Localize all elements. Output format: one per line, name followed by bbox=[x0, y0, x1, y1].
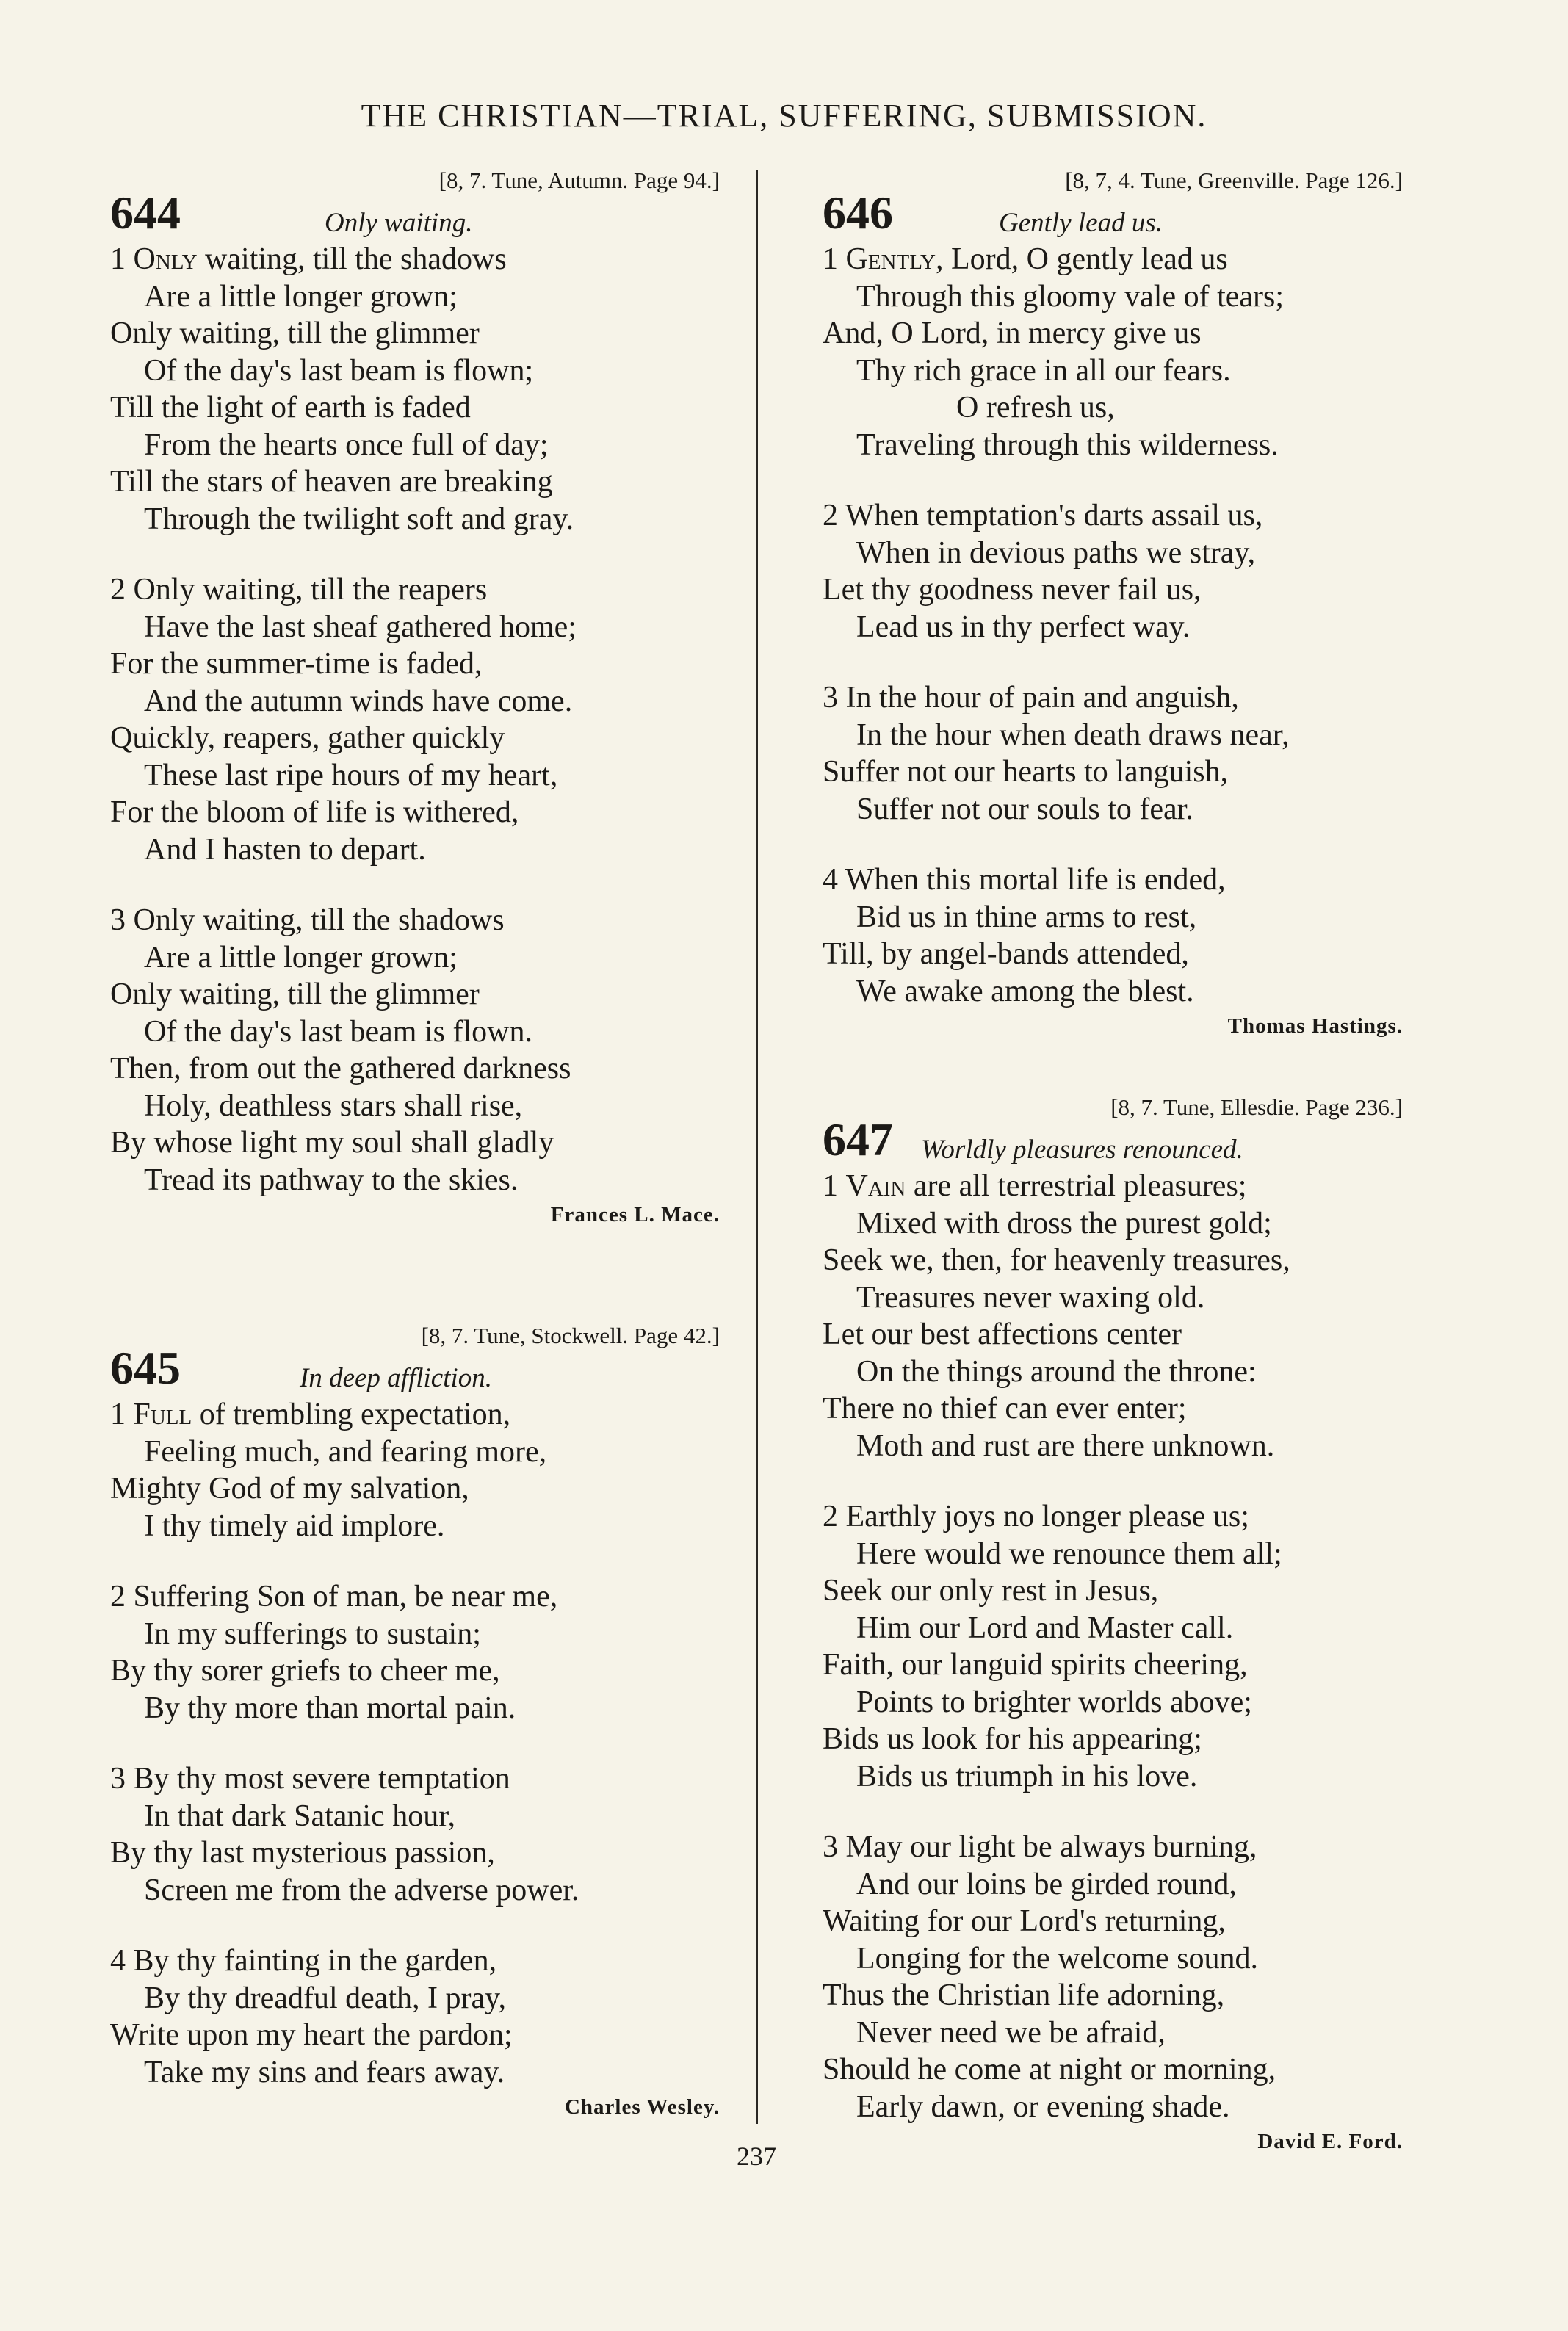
verse-line: 3 Only waiting, till the shadows bbox=[110, 903, 505, 937]
verse-line: Should he come at night or morning, bbox=[823, 2053, 1276, 2086]
verse-line: We awake among the blest. bbox=[856, 974, 1194, 1008]
hymn-header bbox=[110, 1323, 720, 1396]
verse-line: Of the day's last beam is flown. bbox=[144, 1014, 532, 1049]
verse-line: Waiting for our Lord's returning, bbox=[823, 1904, 1226, 1938]
verse-line: 1 Gently, Lord, O gently lead us bbox=[823, 242, 1228, 276]
verse-line: Suffer not our souls to fear. bbox=[856, 792, 1193, 826]
hymn-author: David E. Ford. bbox=[1257, 2130, 1403, 2153]
verse-line: In that dark Satanic hour, bbox=[144, 1799, 456, 1833]
stanza bbox=[823, 1168, 1403, 1464]
hymn-number: 646 bbox=[823, 187, 893, 239]
verse-line: In my sufferings to sustain; bbox=[144, 1616, 481, 1651]
verse-line: Early dawn, or evening shade. bbox=[856, 2089, 1230, 2124]
first-word: Full bbox=[133, 1398, 192, 1431]
verse-line: There no thief can ever enter; bbox=[823, 1392, 1187, 1425]
verse-line: Feeling much, and fearing more, bbox=[144, 1434, 547, 1469]
stanza bbox=[110, 571, 720, 868]
hymn-header bbox=[110, 167, 720, 241]
stanza bbox=[823, 1498, 1403, 1795]
stanza bbox=[110, 1942, 720, 2091]
verse-line: O refresh us, bbox=[956, 391, 1115, 424]
verse-line: Seek our only rest in Jesus, bbox=[823, 1574, 1159, 1608]
verse-line: From the hearts once full of day; bbox=[144, 427, 549, 462]
verse-line: Let our best affections center bbox=[823, 1318, 1182, 1351]
hymn-author: Charles Wesley. bbox=[564, 2095, 720, 2119]
running-head: THE CHRISTIAN—TRIAL, SUFFERING, SUBMISSION. bbox=[361, 98, 1207, 134]
first-word: Vain bbox=[845, 1169, 906, 1203]
stanza bbox=[823, 679, 1403, 828]
verse-line: By thy last mysterious passion, bbox=[110, 1836, 495, 1870]
verse-line: Only waiting, till the glimmer bbox=[110, 977, 480, 1011]
tune-reference: [8, 7. Tune, Ellesdie. Page 236.] bbox=[1110, 1094, 1403, 1120]
verse-line: Till the light of earth is faded bbox=[110, 391, 471, 424]
hymn-title: Only waiting. bbox=[325, 208, 473, 238]
verse-line: And our loins be girded round, bbox=[856, 1867, 1237, 1901]
hymn-number: 644 bbox=[110, 187, 181, 239]
verse-line: Mixed with dross the purest gold; bbox=[856, 1206, 1272, 1240]
verse-line: Thus the Christian life adorning, bbox=[823, 1978, 1225, 2012]
verse-line: Are a little longer grown; bbox=[144, 279, 458, 314]
verse-line: Traveling through this wilderness. bbox=[856, 427, 1279, 462]
verse-line: Through this gloomy vale of tears; bbox=[856, 279, 1285, 314]
stanza bbox=[823, 1829, 1403, 2125]
verse-line: Screen me from the adverse power. bbox=[144, 1873, 579, 1907]
right-column bbox=[823, 167, 1403, 2154]
verse-line: Of the day's last beam is flown; bbox=[144, 353, 534, 388]
verse-line: And I hasten to depart. bbox=[144, 832, 426, 867]
verse-line: Till the stars of heaven are breaking bbox=[110, 465, 553, 499]
column-divider bbox=[756, 170, 758, 2124]
verse-line: Suffer not our hearts to languish, bbox=[823, 755, 1229, 789]
hymn-title: Worldly pleasures renounced. bbox=[921, 1135, 1243, 1165]
hymn-author: Thomas Hastings. bbox=[1227, 1014, 1403, 1038]
hymn-header bbox=[823, 1094, 1403, 1168]
verse-line: 1 Full of trembling expectation, bbox=[110, 1398, 511, 1431]
verse-line: When in devious paths we stray, bbox=[856, 535, 1256, 570]
tune-reference: [8, 7. Tune, Stockwell. Page 42.] bbox=[421, 1323, 720, 1348]
verse-line: 3 May our light be always burning, bbox=[823, 1830, 1257, 1864]
first-word: Gently bbox=[845, 242, 936, 276]
page-number: 237 bbox=[737, 2142, 776, 2171]
verse-line: 4 By thy fainting in the garden, bbox=[110, 1944, 497, 1978]
verse-line: 3 In the hour of pain and anguish, bbox=[823, 681, 1239, 715]
verse-line: Faith, our languid spirits cheering, bbox=[823, 1648, 1248, 1682]
verse-line: By whose light my soul shall gladly bbox=[110, 1126, 554, 1160]
verse-line: Till, by angel-bands attended, bbox=[823, 937, 1189, 971]
verse-line: Moth and rust are there unknown. bbox=[856, 1428, 1275, 1463]
verse-line: Bid us in thine arms to rest, bbox=[856, 900, 1197, 934]
verse-line: For the summer-time is faded, bbox=[110, 647, 483, 681]
hymn-646 bbox=[823, 167, 1403, 1038]
verse-line: 4 When this mortal life is ended, bbox=[823, 863, 1226, 897]
verse-line: Take my sins and fears away. bbox=[144, 2055, 505, 2089]
verse-line: And, O Lord, in mercy give us bbox=[823, 317, 1202, 350]
verse-line: Only waiting, till the glimmer bbox=[110, 317, 480, 350]
verse-line: Through the twilight soft and gray. bbox=[144, 502, 574, 536]
verse-line: Mighty God of my salvation, bbox=[110, 1472, 469, 1506]
left-column bbox=[110, 167, 720, 2119]
verse-line: I thy timely aid implore. bbox=[144, 1508, 445, 1543]
verse-line: 1 Only waiting, till the shadows bbox=[110, 242, 507, 276]
verse-line: By thy sorer griefs to cheer me, bbox=[110, 1654, 500, 1688]
verse-line: 2 Suffering Son of man, be near me, bbox=[110, 1580, 558, 1613]
verse-line: Write upon my heart the pardon; bbox=[110, 2018, 513, 2052]
tune-reference: [8, 7. Tune, Autumn. Page 94.] bbox=[438, 167, 720, 193]
verse-line: 3 By thy most severe temptation bbox=[110, 1762, 510, 1796]
verse-line: For the bloom of life is withered, bbox=[110, 795, 519, 829]
verse-line: Points to brighter worlds above; bbox=[856, 1685, 1252, 1719]
verse-line: On the things around the throne: bbox=[856, 1354, 1257, 1389]
verse-line: 2 Only waiting, till the reapers bbox=[110, 573, 488, 607]
stanza bbox=[110, 241, 720, 538]
verse-line: Holy, deathless stars shall rise, bbox=[144, 1088, 523, 1123]
hymn-644 bbox=[110, 167, 720, 1227]
verse-line: Are a little longer grown; bbox=[144, 940, 458, 975]
verse-line: Tread its pathway to the skies. bbox=[144, 1163, 519, 1197]
verse-line: Seek we, then, for heavenly treasures, bbox=[823, 1243, 1290, 1277]
hymn-645 bbox=[110, 1323, 720, 2119]
hymn-author: Frances L. Mace. bbox=[550, 1203, 720, 1226]
stanza bbox=[110, 1578, 720, 1727]
hymn-number: 645 bbox=[110, 1342, 181, 1394]
verse-line: By thy more than mortal pain. bbox=[144, 1691, 516, 1725]
hymn-647 bbox=[823, 1094, 1403, 2154]
verse-line: Then, from out the gathered darkness bbox=[110, 1052, 571, 1085]
stanza bbox=[110, 1760, 720, 1909]
hymn-title: Gently lead us. bbox=[999, 208, 1163, 238]
tune-reference: [8, 7, 4. Tune, Greenville. Page 126.] bbox=[1065, 167, 1403, 193]
hymn-header bbox=[823, 167, 1403, 241]
verse-line: Have the last sheaf gathered home; bbox=[144, 610, 577, 644]
verse-line: Thy rich grace in all our fears. bbox=[856, 353, 1231, 388]
verse-line: Longing for the welcome sound. bbox=[856, 1941, 1259, 1976]
first-word: Only bbox=[133, 242, 198, 276]
verse-line: Here would we renounce them all; bbox=[856, 1536, 1282, 1571]
verse-line: 1 Vain are all terrestrial pleasures; bbox=[823, 1169, 1247, 1203]
hymn-title: In deep affliction. bbox=[300, 1363, 493, 1393]
verse-line: Bids us look for his appearing; bbox=[823, 1722, 1202, 1756]
verse-line: Never need we be afraid, bbox=[856, 2015, 1166, 2050]
verse-line: And the autumn winds have come. bbox=[144, 684, 573, 718]
verse-line: By thy dreadful death, I pray, bbox=[144, 1981, 506, 2015]
stanza bbox=[110, 1396, 720, 1544]
verse-line: 2 Earthly joys no longer please us; bbox=[823, 1500, 1249, 1533]
verse-line: Bids us triumph in his love. bbox=[856, 1759, 1198, 1793]
stanza bbox=[110, 902, 720, 1199]
stanza bbox=[823, 497, 1403, 646]
verse-line: Him our Lord and Master call. bbox=[856, 1611, 1234, 1645]
stanza bbox=[823, 241, 1403, 463]
verse-line: Treasures never waxing old. bbox=[856, 1280, 1205, 1315]
verse-line: Quickly, reapers, gather quickly bbox=[110, 721, 505, 755]
hymn-number: 647 bbox=[823, 1113, 893, 1166]
verse-line: Lead us in thy perfect way. bbox=[856, 610, 1191, 644]
verse-line: Let thy goodness never fail us, bbox=[823, 573, 1202, 607]
stanza bbox=[823, 861, 1403, 1010]
verse-line: In the hour when death draws near, bbox=[856, 718, 1290, 752]
verse-line: 2 When temptation's darts assail us, bbox=[823, 499, 1263, 532]
verse-line: These last ripe hours of my heart, bbox=[144, 758, 558, 792]
